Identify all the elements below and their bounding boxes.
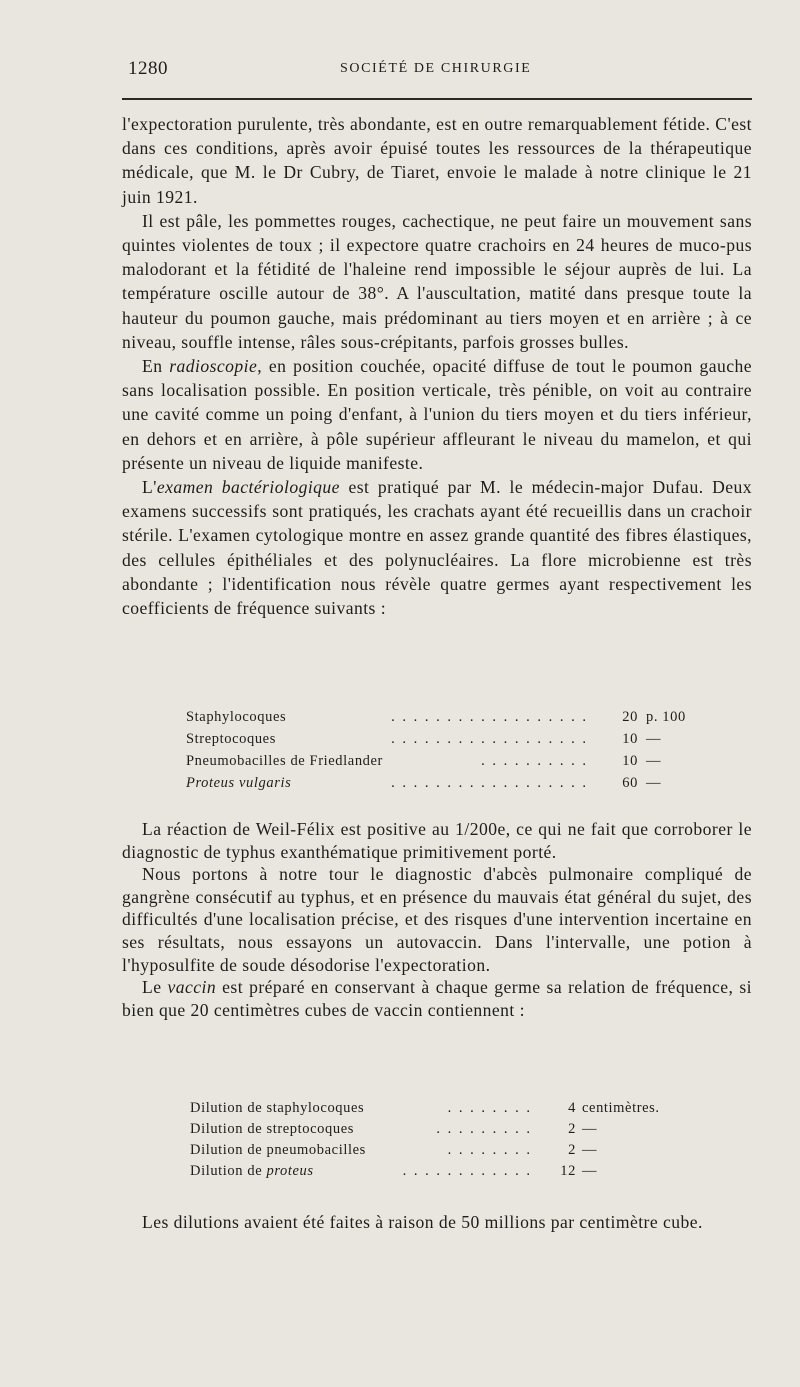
dilution-value: 2	[568, 1142, 576, 1158]
germ-value: 60	[622, 775, 638, 791]
leader-dots: . . . . . . . . . .	[481, 753, 588, 769]
dilution-unit: centimètres.	[582, 1100, 660, 1116]
paragraph-7-emphasis: vaccin	[167, 977, 217, 998]
table-row	[186, 775, 706, 797]
table-row	[190, 1163, 710, 1184]
germ-label: Streptocoques	[186, 731, 276, 747]
germ-value: 10	[622, 753, 638, 769]
germ-unit: —	[646, 731, 662, 747]
paragraph-2: Il est pâle, les pommettes rouges, cachectique, ne peut faire un mouvement sans quintes violentes de toux ; il expectore quatre crachoirs en 24 heures de muco-pus malodorant et la fétidité de l'haleine rend impossible le séjour auprès de lui. La température oscille autour de 38°. A l'auscultation, matité dans presque toute la hauteur du poumon gauche, mais prédominant au tiers moyen et en arrière ; à ce niveau, souffle intense, râles sous-crépitants, parfois grosses bulles.	[122, 210, 752, 352]
paragraph-4-pre: L'	[142, 477, 157, 498]
dilution-value: 4	[568, 1100, 576, 1116]
leader-dots: . . . . . . . .	[447, 1100, 532, 1116]
paragraph-1: l'expectoration purulente, très abondante, est en outre remarquablement fétide. C'est dans ces conditions, après avoir épuisé toutes les ressources de la thérapeutique médicale, que M. le Dr Cubry, de Tiaret, envoie le malade à notre clinique le 21 juin 1921.	[122, 114, 752, 207]
dilution-label-emphasis: proteus	[266, 1163, 314, 1179]
germ-unit: —	[646, 775, 662, 791]
table-row	[190, 1100, 710, 1121]
germ-unit: —	[646, 753, 662, 769]
running-title: SOCIÉTÉ DE CHIRURGIE	[340, 61, 532, 76]
page-number: 1280	[128, 58, 168, 79]
leader-dots: . . . . . . . . . . . . . . . . . .	[391, 709, 588, 725]
dilution-label: Dilution de pneumobacilles	[190, 1142, 366, 1158]
paragraph-7-pre: Le	[142, 977, 168, 998]
dilution-unit: —	[582, 1121, 598, 1137]
paragraph-8: Les dilutions avaient été faites à raison de 50 millions par centimètre cube.	[142, 1212, 703, 1232]
leader-dots: . . . . . . . .	[447, 1142, 532, 1158]
leader-dots: . . . . . . . . . . . .	[402, 1163, 532, 1179]
table-row	[186, 731, 706, 753]
paragraph-7-post: est préparé en conservant à chaque germe sa relation de fréquence, si bien que 20 centimètres cubes de vaccin contiennent :	[122, 977, 752, 1020]
germ-value: 20	[622, 709, 638, 725]
paragraph-6: Nous portons à notre tour le diagnostic d'abcès pulmonaire compliqué de gangrène consécutif au typhus, et en présence du mauvais état général du sujet, des difficultés d'une localisation précise, et des risques d'une intervention incertaine en ses résultats, nous essayons un autovaccin. Dans l'intervalle, une potion à l'hyposulfite de soude désodorise l'expectoration.	[122, 864, 752, 975]
paragraph-3	[122, 354, 752, 475]
germ-value: 10	[622, 731, 638, 747]
leader-dots: . . . . . . . . . . . . . . . . . .	[391, 775, 588, 791]
germ-label: Staphylocoques	[186, 709, 287, 725]
paragraph-4-emphasis: examen bactériologique	[156, 477, 340, 498]
table-row	[190, 1121, 710, 1142]
germ-label: Pneumobacilles de Friedlander	[186, 753, 383, 769]
table-row	[186, 709, 706, 731]
dilution-unit: —	[582, 1142, 598, 1158]
leader-dots: . . . . . . . . . . . . . . . . . .	[391, 731, 588, 747]
dilution-label: Dilution de staphylocoques	[190, 1100, 365, 1116]
page-header	[122, 58, 752, 84]
leader-dots: . . . . . . . . .	[436, 1121, 532, 1137]
dilution-label-pre: Dilution de	[190, 1163, 267, 1179]
dilution-table	[190, 1100, 710, 1184]
dilution-label: Dilution de streptocoques	[190, 1121, 355, 1137]
paragraph-4	[122, 475, 752, 620]
germ-frequency-table	[186, 709, 706, 797]
paragraph-3-post: , en position couchée, opacité diffuse de tout le poumon gauche sans localisation possible. En position verticale, très pénible, on voit au contraire une cavité comme un poing d'enfant, à l'union du tiers moyen et du tiers inférieur, en dehors et en arrière, à pôle supérieur affleurant le niveau du mamelon, et qui présente un niveau de liquide manifeste.	[122, 356, 752, 473]
paragraph-4-post: est pratiqué par M. le médecin-major Dufau. Deux examens successifs sont pratiqués, les crachats ayant été recueillis dans un crachoir stérile. L'examen cytologique montre en assez grande quantité des fibres élastiques, des cellules épithéliales et des polynucléaires. La flore microbienne est très abondante ; l'identification nous révèle quatre germes ayant respectivement les coefficients de fréquence suivants :	[122, 477, 753, 619]
germ-unit: p. 100	[646, 709, 686, 725]
germ-label: Proteus vulgaris	[186, 775, 292, 791]
body-text-upper	[122, 112, 752, 620]
dilution-label	[190, 1163, 314, 1180]
dilution-unit: —	[582, 1163, 598, 1179]
paragraph-3-emphasis: radioscopie	[169, 356, 258, 377]
table-row	[190, 1142, 710, 1163]
body-text-middle	[122, 818, 752, 1021]
paragraph-5: La réaction de Weil-Félix est positive au 1/200e, ce qui ne fait que corroborer le diagnostic de typhus exanthématique primitivement porté.	[122, 819, 752, 862]
paragraph-3-pre: En	[142, 356, 170, 377]
header-rule	[122, 98, 752, 100]
paragraph-7	[122, 976, 752, 1021]
table-row	[186, 753, 706, 775]
dilution-value: 12	[560, 1163, 576, 1179]
body-text-lower	[122, 1210, 752, 1234]
dilution-value: 2	[568, 1121, 576, 1137]
